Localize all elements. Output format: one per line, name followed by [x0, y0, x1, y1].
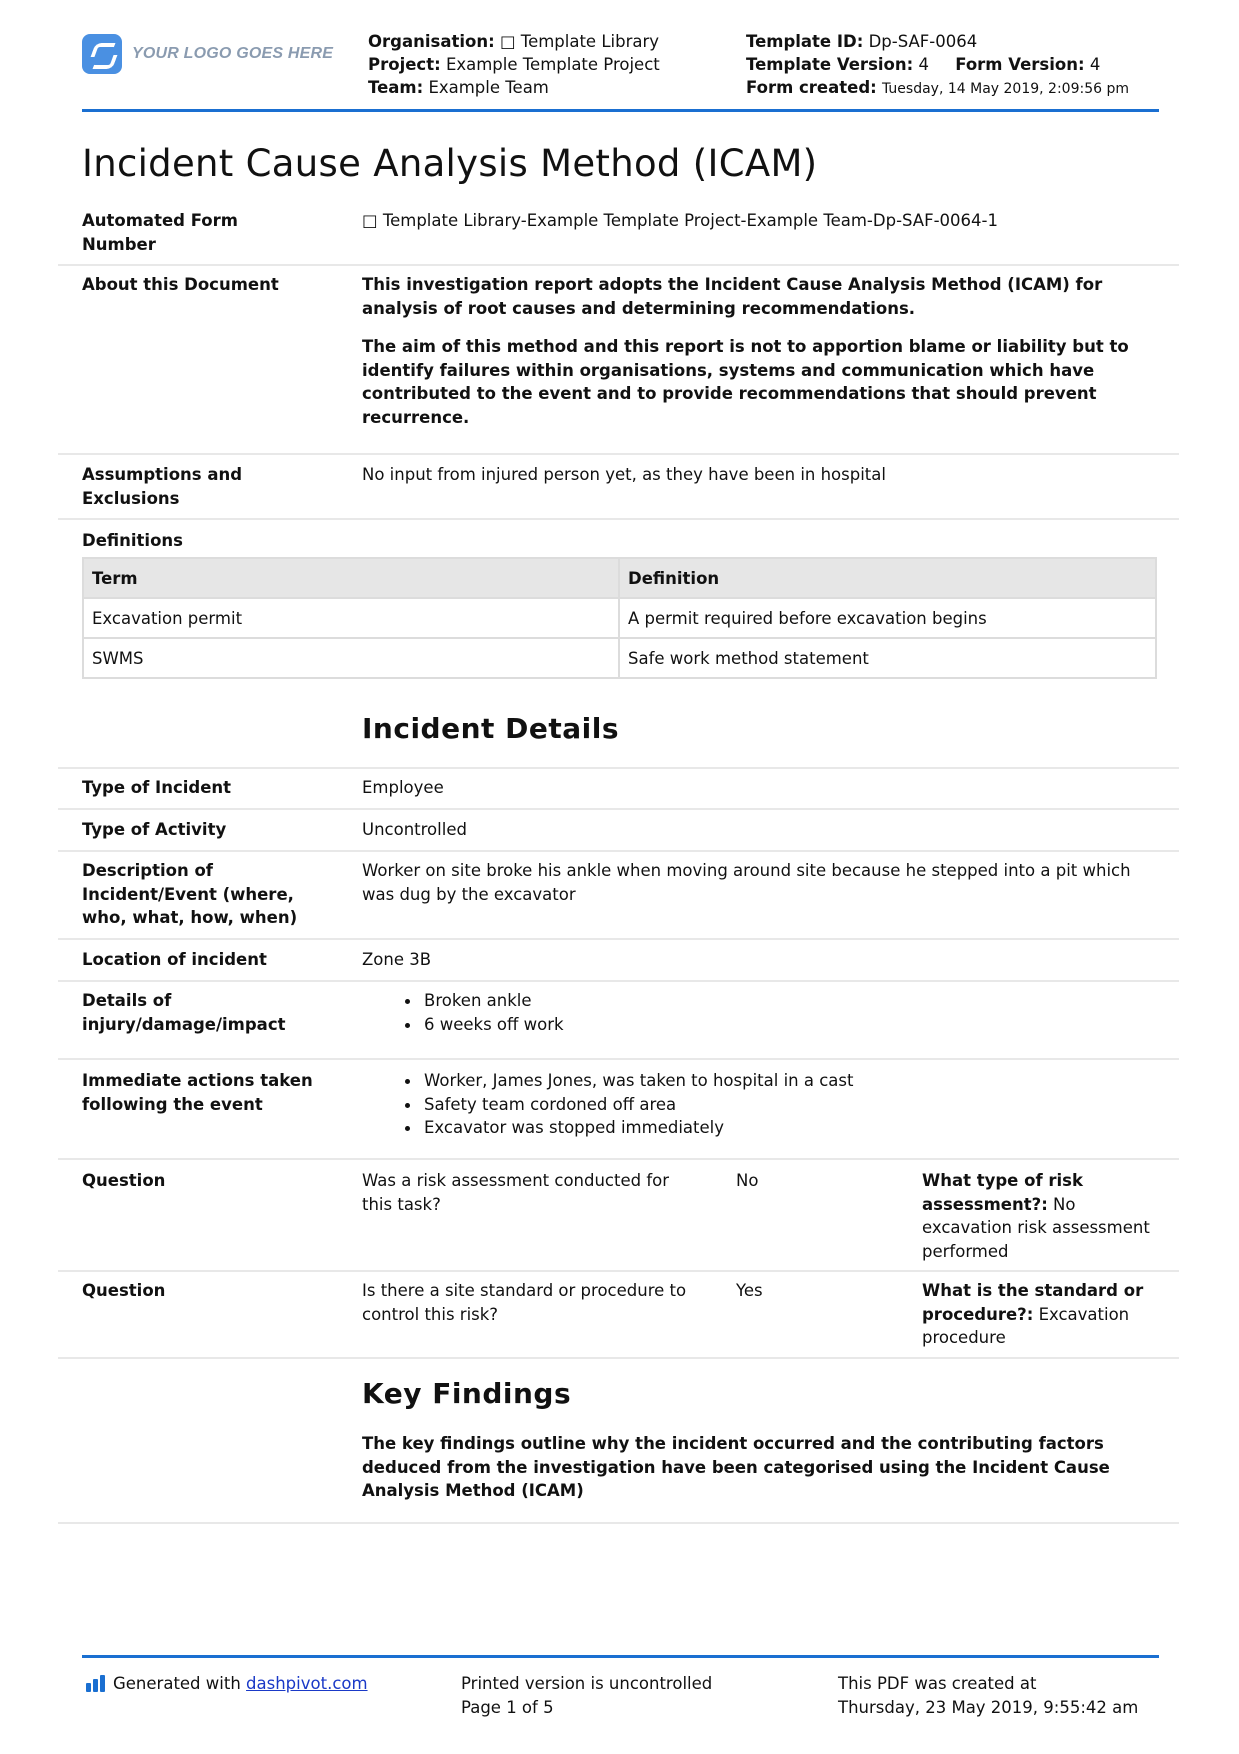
- form-created-label: Form created:: [746, 78, 877, 97]
- description-label: Description of Incident/Event (where, who, what, how, when): [82, 861, 298, 927]
- table-row: [83, 638, 1156, 678]
- form-number-label: Automated Form Number: [82, 211, 238, 254]
- type-of-incident-row: [58, 769, 1179, 810]
- question-label: Question: [82, 1171, 166, 1190]
- list-item: 6 weeks off work: [362, 1013, 1152, 1037]
- actions-row: [58, 1060, 1179, 1160]
- definitions-header-definition: Definition: [619, 558, 1156, 598]
- footer-generated-prefix: Generated with: [113, 1674, 241, 1693]
- page-title: Incident Cause Analysis Method (ICAM): [82, 142, 818, 185]
- type-of-activity-label: Type of Activity: [82, 820, 227, 839]
- assumptions-value: No input from injured person yet, as they have been in hospital: [362, 465, 886, 484]
- definitions-label: Definitions: [82, 531, 183, 550]
- question-text: Is there a site standard or procedure to control this risk?: [362, 1281, 687, 1324]
- location-row: [58, 940, 1179, 982]
- location-label: Location of incident: [82, 950, 267, 969]
- injury-row: [58, 982, 1179, 1060]
- header-template-info: [746, 30, 1129, 101]
- actions-label: Immediate actions taken following the event: [82, 1071, 313, 1114]
- about-paragraph-1: This investigation report adopts the Incident Cause Analysis Method (ICAM) for analysis of root causes and determining recommendations.: [362, 275, 1103, 318]
- about-label: About this Document: [82, 275, 279, 294]
- template-version-label: Template Version:: [746, 55, 914, 74]
- actions-list: [362, 1069, 1152, 1140]
- assumptions-row: [58, 455, 1179, 520]
- list-item: Broken ankle: [362, 989, 1152, 1013]
- footer-page-number: Page 1 of 5: [461, 1697, 554, 1717]
- definition-text: Safe work method statement: [619, 638, 1156, 678]
- footer-created-value: Thursday, 23 May 2019, 9:55:42 am: [838, 1697, 1139, 1717]
- question-detail: [922, 1279, 1162, 1350]
- dashpivot-link[interactable]: dashpivot.com: [246, 1674, 368, 1693]
- location-value: Zone 3B: [362, 950, 432, 969]
- description-value: Worker on site broke his ankle when moving around site because he stepped into a pit which was dug by the excavator: [362, 861, 1131, 904]
- footer-uncontrolled: Printed version is uncontrolled: [461, 1674, 713, 1693]
- company-logo: [82, 34, 333, 74]
- question-label: Question: [82, 1281, 166, 1300]
- logo-icon: [82, 34, 122, 74]
- question-answer: Yes: [736, 1281, 763, 1300]
- injury-list: [362, 989, 1152, 1036]
- definitions-header-row: [83, 558, 1156, 598]
- page-footer: [82, 1655, 1159, 1717]
- organisation-label: Organisation:: [368, 32, 495, 51]
- footer-print-info: [461, 1672, 712, 1719]
- definitions-header-term: Term: [83, 558, 619, 598]
- template-version-value: 4: [918, 55, 929, 74]
- incident-details-heading-row: [58, 700, 1179, 769]
- question-detail-label: What is the standard or procedure?:: [922, 1281, 1144, 1324]
- form-created-value: Tuesday, 14 May 2019, 2:09:56 pm: [882, 81, 1129, 97]
- form-version-label: Form Version:: [955, 55, 1085, 74]
- template-id-label: Template ID:: [746, 32, 864, 51]
- project-value: Example Template Project: [445, 55, 660, 74]
- table-row: [83, 598, 1156, 638]
- list-item: Worker, James Jones, was taken to hospital in a cast: [362, 1069, 1152, 1093]
- team-label: Team:: [368, 78, 424, 97]
- header-org-info: [368, 30, 660, 99]
- definition-text: A permit required before excavation begins: [619, 598, 1156, 638]
- question-detail-value: Excavation procedure: [922, 1304, 1130, 1347]
- definitions-table: [82, 557, 1157, 679]
- logo-text: YOUR LOGO GOES HERE: [132, 45, 334, 62]
- type-of-incident-value: Employee: [362, 778, 444, 797]
- list-item: Safety team cordoned off area: [362, 1093, 1152, 1117]
- question-detail-value: No excavation risk assessment performed: [922, 1194, 1150, 1261]
- footer-created-label: This PDF was created at: [838, 1674, 1037, 1693]
- description-row: [58, 852, 1179, 940]
- type-of-activity-value: Uncontrolled: [362, 820, 467, 839]
- footer-created-info: [838, 1672, 1138, 1719]
- key-findings-heading: Key Findings: [362, 1377, 572, 1410]
- definition-term: SWMS: [83, 638, 619, 678]
- about-value: [362, 273, 1152, 429]
- form-version-value: 4: [1089, 55, 1101, 74]
- question-detail-label: What type of risk assessment?:: [922, 1171, 1083, 1214]
- question-answer: No: [736, 1171, 759, 1190]
- key-findings-text: The key findings outline why the incident occurred and the contributing factors deduced from the investigation have been categorised using the Incident Cause Analysis Method (ICAM): [362, 1434, 1110, 1500]
- question-row: [58, 1272, 1179, 1359]
- about-row: [58, 266, 1179, 455]
- injury-label: Details of injury/damage/impact: [82, 991, 286, 1034]
- definition-term: Excavation permit: [83, 598, 619, 638]
- question-row: [58, 1160, 1179, 1272]
- about-paragraph-2: The aim of this method and this report is not to apportion blame or liability but to identify failures within organisations, systems and communication which have contributed to the event and to provide recommendations that should prevent recurrence.: [362, 337, 1129, 427]
- team-value: Example Team: [428, 78, 549, 97]
- template-id-value: Dp-SAF-0064: [868, 32, 978, 51]
- project-label: Project:: [368, 55, 441, 74]
- question-detail: [922, 1169, 1162, 1263]
- list-item: Excavator was stopped immediately: [362, 1116, 1152, 1140]
- type-of-incident-label: Type of Incident: [82, 778, 232, 797]
- dashpivot-logo-icon: [86, 1675, 105, 1692]
- form-number-row: [58, 202, 1179, 266]
- key-findings-row: [58, 1359, 1179, 1524]
- incident-details-heading: Incident Details: [362, 712, 620, 745]
- organisation-value: □ Template Library: [499, 32, 660, 51]
- type-of-activity-row: [58, 810, 1179, 852]
- footer-generated: [86, 1672, 368, 1696]
- question-text: Was a risk assessment conducted for this task?: [362, 1171, 670, 1214]
- form-number-value: □ Template Library-Example Template Project-Example Team-Dp-SAF-0064-1: [362, 211, 998, 230]
- page-header: [82, 28, 1159, 112]
- assumptions-label: Assumptions and Exclusions: [82, 465, 243, 508]
